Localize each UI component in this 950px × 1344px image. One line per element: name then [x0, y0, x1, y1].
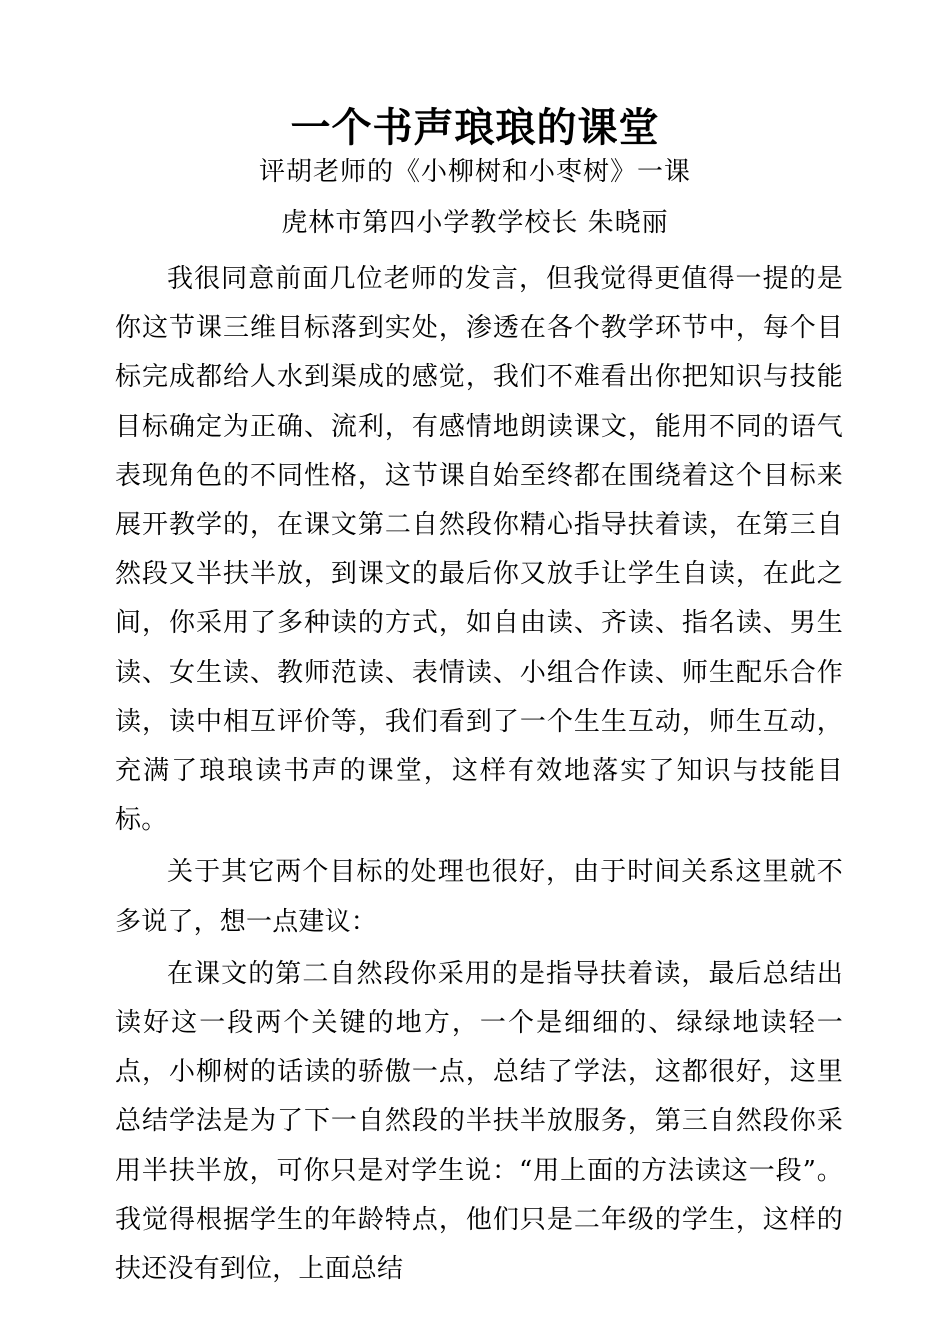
document-body: [115, 255, 843, 1294]
paragraph: 我很同意前面几位老师的发言，但我觉得更值得一提的是你这节课三维目标落到实处，渗透在各个教学环节中，每个目标完成都给人水到渠成的感觉，我们不难看出你把知识与技能目标确定为正确、流利，有感情地朗读课文，能用不同的语气表现角色的不同性格，这节课自始至终都在围绕着这个目标来展开教学的，在课文第二自然段你精心指导扶着读，在第三自然段又半扶半放，到课文的最后你又放手让学生自读，在此之间，你采用了多种读的方式，如自由读、齐读、指名读、男生读、女生读、教师范读、表情读、小组合作读、师生配乐合作读，读中相互评价等，我们看到了一个生生互动，师生互动，充满了琅琅读书声的课堂，这样有效地落实了知识与技能目标。: [115, 264, 843, 836]
paragraph: 在课文的第二自然段你采用的是指导扶着读，最后总结出读好这一段两个关键的地方，一个是细细的、绿绿地读轻一点，小柳树的话读的骄傲一点，总结了学法，这都很好，这里总结学法是为了下一自然段的半扶半放服务，第三自然段你采用半扶半放，可你只是对学生说：“用上面的方法读这一段”。我觉得根据学生的年龄特点，他们只是二年级的学生，这样的扶还没有到位，上面总结: [115, 958, 843, 1285]
document-title: 一个书声琅琅的课堂: [290, 105, 660, 151]
document-subtitle: 评胡老师的《小柳树和小枣树》一课: [258, 157, 691, 187]
paragraph: 关于其它两个目标的处理也很好，由于时间关系这里就不多说了，想一点建议：: [115, 857, 843, 937]
author-line: 虎林市第四小学教学校长 朱晓丽: [281, 208, 669, 238]
